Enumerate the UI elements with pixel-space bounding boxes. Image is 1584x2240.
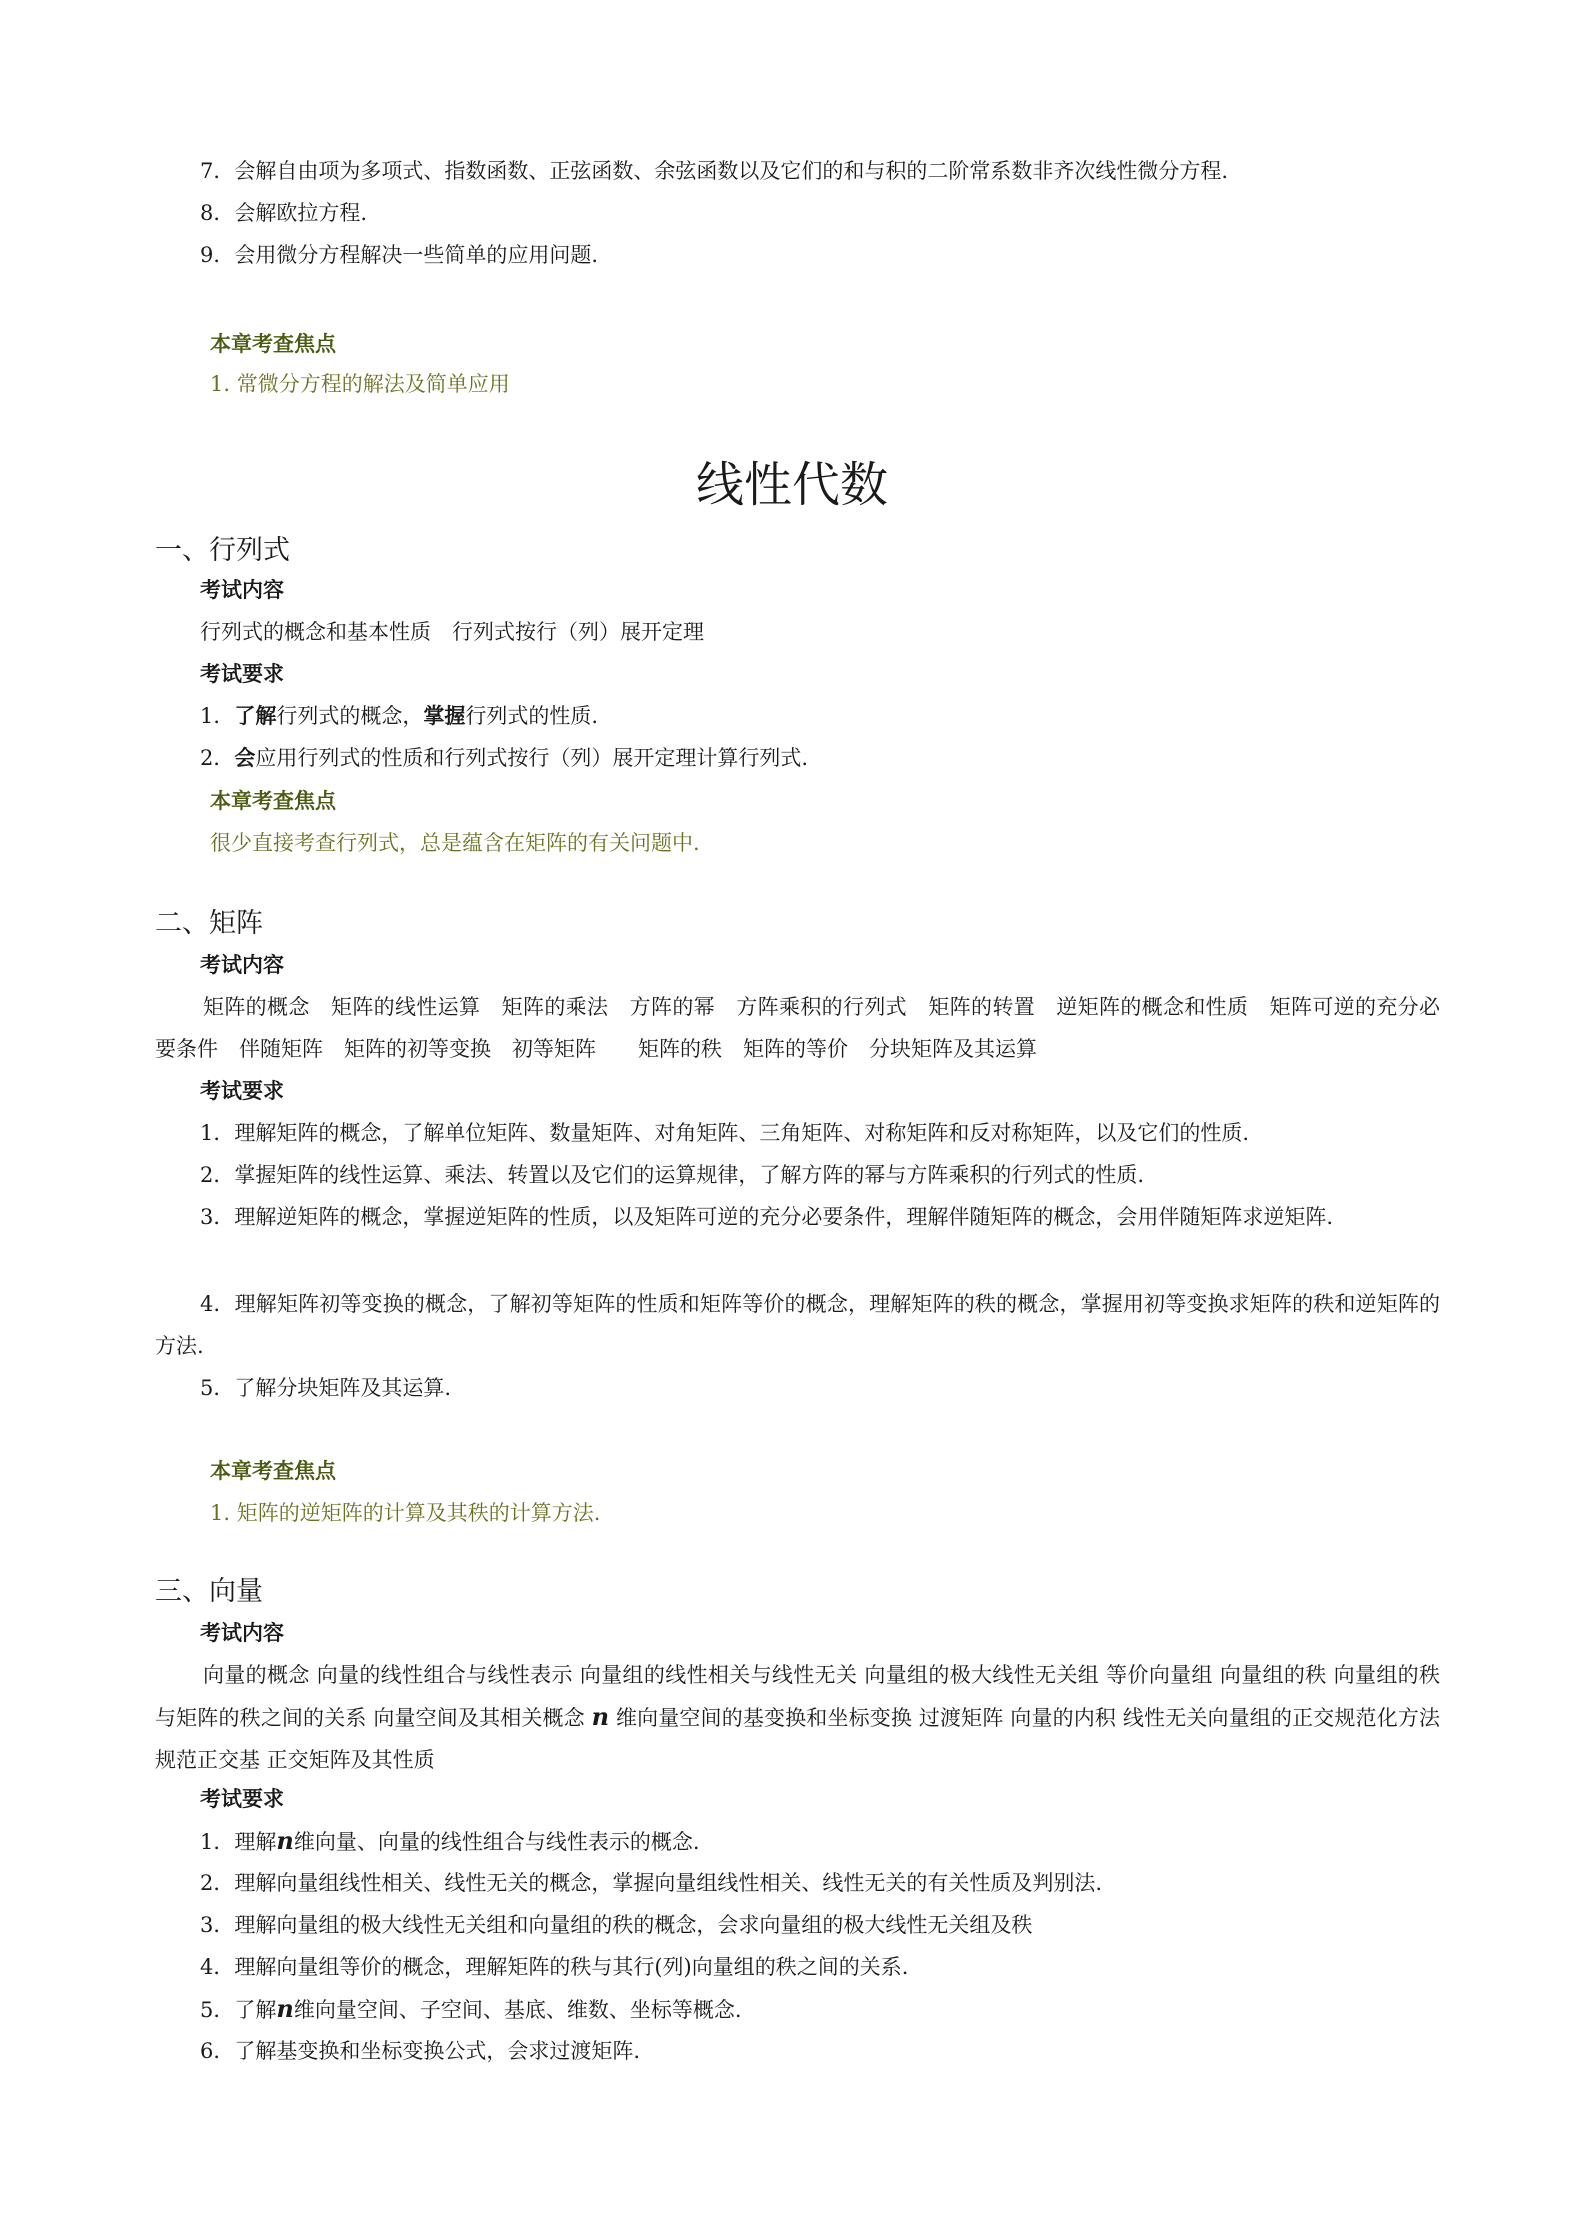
s2-focus-text: 1. 矩阵的逆矩阵的计算及其秩的计算方法. bbox=[210, 1501, 601, 1525]
s2-req-1: 1．理解矩阵的概念，了解单位矩阵、数量矩阵、对角矩阵、三角矩阵、对称矩阵和反对称矩阵，以及它们的性质. bbox=[200, 1121, 1250, 1145]
s3-req-1 bbox=[200, 1826, 700, 1857]
s1-req-1-num: 1． bbox=[200, 704, 235, 728]
s3-req-2: 2．理解向量组线性相关、线性无关的概念，掌握向量组线性相关、线性无关的有关性质及判别法. bbox=[200, 1871, 1103, 1895]
s1-req-1-bold-b: 掌握 bbox=[423, 703, 466, 728]
s3-req-5-n-var: n bbox=[276, 1994, 294, 2023]
s2-content-label: 考试内容 bbox=[200, 952, 284, 977]
s2-req-5: 5．了解分块矩阵及其运算. bbox=[200, 1376, 452, 1400]
section-heading-determinant: 一、行列式 bbox=[155, 535, 290, 566]
top-item-8: 8．会解欧拉方程. bbox=[200, 201, 368, 225]
s3-req-5-end: 维向量空间、子空间、基底、维数、坐标等概念. bbox=[293, 1998, 742, 2022]
s3-req-1-n-var: n bbox=[276, 1826, 294, 1855]
s3-content-label: 考试内容 bbox=[200, 1620, 284, 1645]
s3-content-part-b: 维向量空间的基变换和坐标变换 过渡矩阵 向量的内积 线性无关向量组的正交规范化方法 规范正交基 正交矩阵及其性质 bbox=[155, 1706, 1440, 1772]
s3-req-1-start: 1．理解 bbox=[200, 1830, 277, 1854]
s1-req-1 bbox=[200, 701, 598, 731]
s1-req-2-end: 应用行列式的性质和行列式按行（列）展开定理计算行列式. bbox=[255, 746, 809, 770]
s3-req-3: 3．理解向量组的极大线性无关组和向量组的秩的概念，会求向量组的极大线性无关组及秩 bbox=[200, 1913, 1033, 1937]
s2-req-2: 2．掌握矩阵的线性运算、乘法、转置以及它们的运算规律，了解方阵的幂与方阵乘积的行列式的性质. bbox=[200, 1163, 1145, 1187]
s2-focus-title: 本章考查焦点 bbox=[210, 1458, 336, 1483]
s1-req-2-bold: 会 bbox=[234, 745, 256, 770]
page-title: 线性代数 bbox=[695, 457, 888, 513]
s3-req-6: 6．了解基变换和坐标变换公式，会求过渡矩阵. bbox=[200, 2039, 641, 2063]
s1-focus-title: 本章考查焦点 bbox=[210, 788, 336, 813]
top-item-9: 9．会用微分方程解决一些简单的应用问题. bbox=[200, 243, 599, 267]
s2-req-4: 4．理解矩阵初等变换的概念，了解初等矩阵的性质和矩阵等价的概念，理解矩阵的秩的概念，掌握用初等变换求矩阵的秩和逆矩阵的方法. bbox=[155, 1292, 1440, 1358]
s1-focus-text: 很少直接考查行列式，总是蕴含在矩阵的有关问题中. bbox=[210, 831, 700, 855]
s2-content: 矩阵的概念 矩阵的线性运算 矩阵的乘法 方阵的幂 方阵乘积的行列式 矩阵的转置 逆矩阵的概念和性质 矩阵可逆的充分必要条件 伴随矩阵 矩阵的初等变换 初等矩阵 矩阵的秩 矩阵的等价 分块矩阵及其运算 bbox=[155, 995, 1440, 1061]
s3-req-label: 考试要求 bbox=[200, 1786, 284, 1811]
s1-req-2-num: 2． bbox=[200, 746, 235, 770]
s3-req-1-end: 维向量、向量的线性组合与线性表示的概念. bbox=[293, 1830, 700, 1854]
s3-content-n-var: n bbox=[591, 1702, 610, 1731]
s1-req-1-mid: 行列式的概念， bbox=[276, 704, 424, 728]
s1-req-2 bbox=[200, 743, 808, 773]
top-focus-text: 1. 常微分方程的解法及简单应用 bbox=[210, 372, 510, 396]
s1-req-1-bold-a: 了解 bbox=[234, 703, 277, 728]
s1-content: 行列式的概念和基本性质 行列式按行（列）展开定理 bbox=[200, 620, 704, 644]
s1-req-1-end: 行列式的性质. bbox=[465, 704, 599, 728]
top-item-7: 7．会解自由项为多项式、指数函数、正弦函数、余弦函数以及它们的和与积的二阶常系数非齐次线性微分方程. bbox=[200, 159, 1229, 183]
s3-req-4: 4．理解向量组等价的概念，理解矩阵的秩与其行(列)向量组的秩之间的关系. bbox=[200, 1955, 909, 1979]
s2-req-label: 考试要求 bbox=[200, 1078, 284, 1103]
s1-req-label: 考试要求 bbox=[200, 661, 284, 686]
s3-req-5-start: 5．了解 bbox=[200, 1998, 277, 2022]
top-focus-title: 本章考查焦点 bbox=[210, 331, 336, 356]
s3-content bbox=[155, 1654, 1440, 1781]
s1-content-label: 考试内容 bbox=[200, 577, 284, 602]
section-heading-matrix: 二、矩阵 bbox=[155, 908, 263, 939]
s3-content-part-a: 向量的概念 向量的线性组合与线性表示 向量组的线性相关与线性无关 向量组的极大线性无关组 等价向量组 向量组的秩 向量组的秩与矩阵的秩之间的关系 向量空间及其相关概念 bbox=[155, 1663, 1440, 1730]
s3-req-5 bbox=[200, 1994, 742, 2025]
section-heading-vector: 三、向量 bbox=[155, 1576, 263, 1607]
s2-req-3: 3．理解逆矩阵的概念，掌握逆矩阵的性质，以及矩阵可逆的充分必要条件，理解伴随矩阵的概念，会用伴随矩阵求逆矩阵. bbox=[200, 1205, 1334, 1229]
